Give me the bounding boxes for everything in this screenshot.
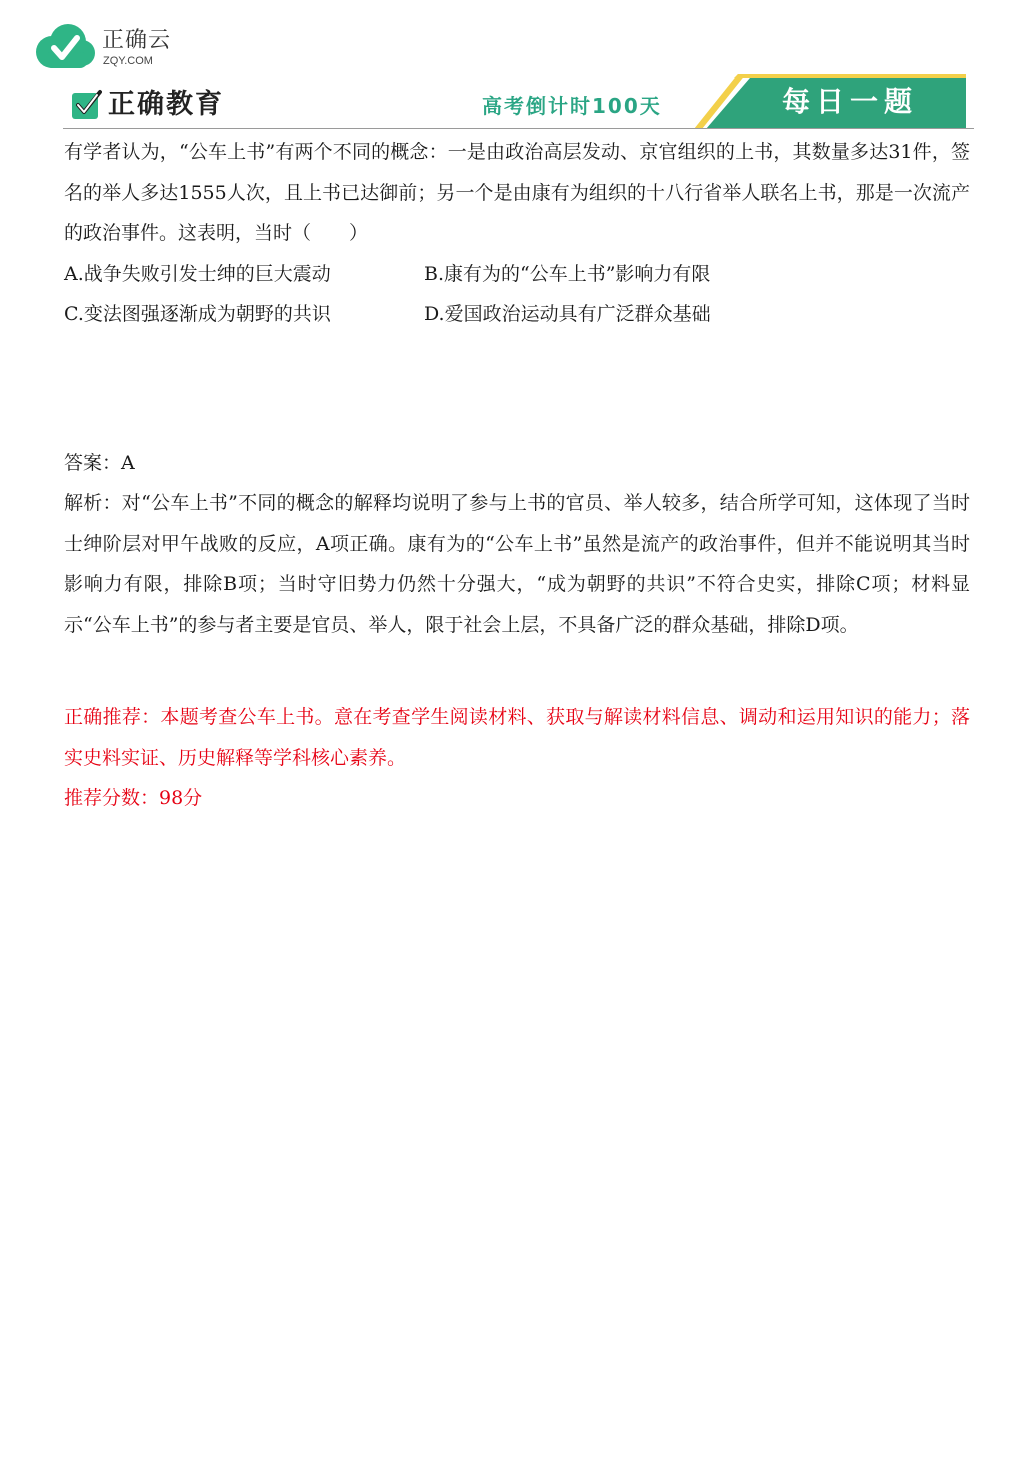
- checkbox-icon: [70, 89, 102, 121]
- option-c: C.变法图强逐渐成为朝野的共识: [64, 303, 331, 325]
- cloud-check-logo-icon: [30, 22, 98, 72]
- spacer: [64, 335, 970, 443]
- banner-title: 每日一题: [781, 85, 918, 118]
- countdown-label: 高考倒计时100天: [482, 94, 662, 118]
- edu-title: 正确教育: [108, 89, 224, 120]
- header-divider: [63, 128, 974, 129]
- spacer: [64, 645, 970, 697]
- recommendation-score: 推荐分数：98分: [64, 787, 203, 809]
- options-list: [64, 254, 970, 335]
- question-stem: 有学者认为，“公车上书”有两个不同的概念：一是由政治高层发动、京官组织的上书，其数量多达31件，签名的举人多达1555人次，且上书已达御前；另一个是由康有为组织的十八行省举人联名上书，那是一次流产的政治事件。这表明，当时（ ）: [64, 141, 970, 244]
- analysis-text: 解析：对“公车上书”不同的概念的解释均说明了参与上书的官员、举人较多，结合所学可知，这体现了当时士绅阶层对甲午战败的反应，A项正确。康有为的“公车上书”虽然是流产的政治事件，但并不能说明其当时影响力有限，排除B项；当时守旧势力仍然十分强大，“成为朝野的共识”不符合史实，排除C项；材料显示“公车上书”的参与者主要是官员、举人，限于社会上层，不具备广泛的群众基础，排除D项。: [64, 492, 970, 636]
- question-content: [64, 132, 970, 819]
- option-a: A.战争失败引发士绅的巨大震动: [64, 262, 331, 285]
- option-d: D.爱国政治运动具有广泛群众基础: [424, 303, 711, 325]
- option-b: B.康有为的“公车上书”影响力有限: [424, 262, 711, 285]
- brand-domain: ZQY.COM: [103, 55, 153, 67]
- answer-label: 答案：A: [64, 451, 135, 474]
- recommendation-text: 正确推荐：本题考查公车上书。意在考查学生阅读材料、获取与解读材料信息、调动和运用知识的能力；落实史料实证、历史解释等学科核心素养。: [64, 706, 970, 769]
- brand-name: 正确云: [102, 28, 172, 53]
